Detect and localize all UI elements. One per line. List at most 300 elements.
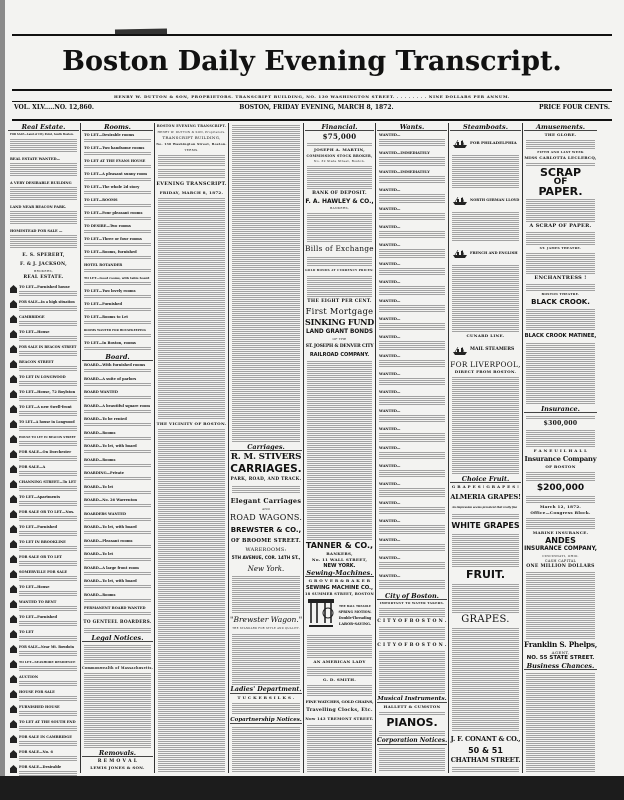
ad-lead: PERMANENT BOARD WANTED <box>84 606 146 610</box>
classified-ad <box>10 390 77 403</box>
classified-ad <box>379 280 445 296</box>
ad-body <box>19 450 77 461</box>
tbankers: BANKERS, <box>326 551 353 556</box>
ad-text <box>84 281 151 285</box>
ad-text <box>84 382 151 387</box>
volume-number: VOL. XLV.....NO. 12,860. <box>14 104 94 111</box>
grapes: GRAPES. <box>461 614 510 625</box>
article-text <box>232 702 300 715</box>
office: Office—Congress Block. <box>530 510 591 515</box>
ad-text <box>19 440 77 446</box>
steamship-ad-heading <box>452 133 519 152</box>
amount: $75,000 <box>322 132 357 141</box>
ofthe: OF THE <box>332 337 347 341</box>
ad-lead: FOR SALE—On Dorchester <box>19 450 72 454</box>
article-text <box>526 429 595 447</box>
article-text <box>232 485 300 494</box>
ad-text <box>84 333 151 337</box>
ad-body <box>19 765 77 776</box>
ad-body <box>19 645 77 656</box>
ad-text <box>379 451 445 460</box>
ad-lead: HOUSE TO LET IN BEACON STREET <box>19 435 76 439</box>
article-text <box>158 168 225 178</box>
classified-ad <box>84 606 151 618</box>
classified-ad <box>84 363 151 375</box>
ad-body <box>10 229 77 249</box>
ad-lead: BOARDERS WANTED <box>84 511 126 516</box>
column-6 <box>377 123 447 773</box>
article-text <box>526 283 595 291</box>
article-text <box>526 471 595 481</box>
ad-lead: TO LET AT THE EVANS HOUSE <box>84 159 146 163</box>
ad-text <box>19 665 77 671</box>
ad-body <box>19 630 77 641</box>
house-icon <box>10 390 17 398</box>
classified-ad <box>379 170 445 186</box>
classified-ad <box>84 237 151 248</box>
ad-lead: BOARD—A beautiful square room <box>84 403 150 408</box>
classified-ad <box>84 198 151 209</box>
classified-ad <box>379 299 445 315</box>
ad-body <box>19 285 77 296</box>
ad-text <box>84 409 151 414</box>
classified-ad <box>84 224 151 235</box>
ad-text <box>379 487 445 496</box>
ad-lead: BOARD—To let, with board <box>84 579 137 583</box>
column-1 <box>8 123 79 773</box>
cunard: CUNARD LINE. <box>466 333 505 338</box>
classified-ad <box>10 181 77 203</box>
house-icon <box>10 285 17 293</box>
ad-text <box>379 506 445 515</box>
ad-lead: WANTED— <box>379 537 401 542</box>
ad-lead: TO DESIRE—Two rooms <box>84 224 131 228</box>
ny: New York. <box>247 565 285 573</box>
ad-lead: FURNISHED HOUSE <box>19 705 60 709</box>
house-icon <box>10 315 17 323</box>
classified-ad <box>379 188 445 204</box>
classified-ad <box>10 300 77 313</box>
article-text <box>526 308 595 330</box>
classified-ad <box>84 159 151 170</box>
classified-ad <box>379 464 445 480</box>
ad-lead: TO LET—SEASHORE RESIDENCE <box>19 660 76 664</box>
classified-ad <box>379 482 445 498</box>
ad-text <box>84 368 151 373</box>
wall: No. 11 WALL STREET, <box>311 557 368 562</box>
corporation-notices-header: Corporation Notices. <box>377 736 448 744</box>
ad-body <box>84 315 151 324</box>
classified-ad <box>379 501 445 517</box>
ad-body <box>84 363 151 373</box>
house-icon <box>10 345 17 353</box>
article-text <box>526 495 595 503</box>
article-text <box>158 154 225 166</box>
classified-ad <box>84 211 151 222</box>
ad-text <box>19 575 77 581</box>
article-text <box>307 684 372 696</box>
classified-ad <box>84 485 151 497</box>
ad-text <box>379 230 445 239</box>
ad-body <box>19 540 77 551</box>
masthead-rule <box>12 89 612 91</box>
classified-ad <box>10 315 77 328</box>
ad-lead: BOARD—To let, with board <box>84 444 137 448</box>
ad-text <box>84 422 151 427</box>
ad-text <box>379 469 445 478</box>
article-text <box>452 627 519 731</box>
clocks: Travelling Clocks, Etc. <box>306 708 373 713</box>
ad-text <box>84 242 151 246</box>
ad-text <box>19 620 77 626</box>
copartnership-header: Copartnership Notices. <box>230 717 302 723</box>
ad-lead: TO LET—Two handsome rooms <box>84 146 145 150</box>
classified-ad <box>10 660 77 673</box>
ad-text <box>84 490 151 495</box>
classified-ad <box>10 690 77 703</box>
house-icon <box>10 495 17 503</box>
columns-top-rule <box>12 119 612 121</box>
ad-lead: FOR SALE—Desirable <box>19 765 62 769</box>
ad-lead: TO LET—House <box>19 585 50 589</box>
ad-body <box>379 538 445 552</box>
leclercq: MISS CARLOTTA LECLERCQ, <box>524 155 597 160</box>
ad-body <box>379 262 445 276</box>
house-icon <box>10 720 17 728</box>
ad-text <box>19 365 77 371</box>
proprietors: HENRY W. DUTTON & SON, Proprietors. <box>157 130 226 134</box>
lloyd: NORTH GERMAN LLOYD <box>470 197 520 202</box>
ad-lead: WANTED— <box>379 298 401 303</box>
standard: THE STANDARD FOR STYLE AND QUALITY. <box>232 627 300 630</box>
ad-text <box>19 650 77 656</box>
ad-body <box>19 750 77 761</box>
classified-ad <box>10 645 77 658</box>
brewster: BREWSTER & CO., <box>230 526 302 534</box>
ad-body <box>379 556 445 570</box>
scrap: SCRAP <box>539 166 582 179</box>
ad-lead: BOARD—With furnished rooms <box>84 363 146 367</box>
legal-notices-header: Legal Notices. <box>82 634 153 642</box>
house-icon <box>10 630 17 638</box>
double: Double-Threading <box>338 616 372 620</box>
classified-ad <box>379 243 445 259</box>
house-icon <box>10 360 17 368</box>
ad-body <box>19 300 77 311</box>
direct: DIRECT FROM BOSTON. <box>454 369 517 374</box>
ad-lead: HOUSE FOR SALE <box>19 690 55 694</box>
classified-ad <box>10 480 77 493</box>
ad-lead: CHANNING STREET—To LET <box>19 480 77 484</box>
ad-lead: WANTED— <box>379 280 401 285</box>
classified-ad <box>84 498 151 510</box>
article-text <box>232 633 300 685</box>
classified-ad <box>10 735 77 748</box>
ad-body <box>379 519 445 533</box>
amount1: $300,000 <box>543 420 578 427</box>
ad-body <box>84 579 151 589</box>
smith: G. D. SMITH. <box>322 677 357 682</box>
ofboston: OF BOSTON <box>545 464 576 469</box>
date: BOSTON, FRIDAY EVENING, MARCH 8, 1872. <box>239 104 394 111</box>
park: PARK, ROAD, AND TRACK. <box>230 477 302 482</box>
ad-lead: WANTED— <box>379 316 401 321</box>
house-icon <box>10 525 17 533</box>
stivers: R. M. STIVERS <box>230 452 302 462</box>
gold: GOLD BONDS AT CURRENCY PRICES: <box>305 268 374 272</box>
spring: SPRING MOTION. <box>338 610 372 614</box>
agent: AGENT, <box>551 650 570 655</box>
ad-body <box>19 345 77 356</box>
ad-body <box>84 198 151 207</box>
ad-lead: BOARDING—Private <box>84 471 125 475</box>
article-text <box>452 766 519 772</box>
ad-lead: AUCTION <box>19 675 39 679</box>
ad-text <box>19 350 77 356</box>
avenue: 5TH AVENUE, COR. 14TH ST., <box>231 556 301 561</box>
ad-body <box>19 315 77 326</box>
ad-lead: ROOMS WANTED FOR HOUSEKEEPING <box>84 328 146 332</box>
ad-body <box>84 276 151 285</box>
classified-ad <box>10 720 77 733</box>
ad-lead: BOARD—A large front room <box>84 565 139 570</box>
classified-ad <box>379 446 445 462</box>
sewing-machine-icon <box>307 598 335 632</box>
ad-text <box>19 290 77 296</box>
elegant: Elegant Carriages <box>230 497 302 505</box>
city2: C I T Y O F B O S T O N . <box>377 642 447 648</box>
ad-body <box>84 341 151 350</box>
classified-ad <box>10 435 77 448</box>
classified-ad <box>10 450 77 463</box>
ad-text <box>84 544 151 549</box>
ad-body <box>84 606 151 616</box>
classified-ad <box>379 354 445 370</box>
article-text <box>452 583 519 613</box>
ad-lead: TO LET—House <box>19 330 50 334</box>
ad-lead: SOMERVILLE FOR SALE <box>19 570 68 574</box>
column-2 <box>82 123 153 773</box>
column-7 <box>450 123 521 773</box>
column-3 <box>156 123 227 773</box>
ad-body <box>379 446 445 460</box>
ad-text <box>379 212 445 221</box>
classified-ad <box>84 417 151 429</box>
ad-body <box>379 225 445 239</box>
8: REAL ESTATE. <box>23 275 64 280</box>
phila: FOR PHILADELPHIA <box>470 139 517 145</box>
ad-text <box>19 305 77 311</box>
house-icon <box>10 675 17 683</box>
classified-ad <box>84 377 151 389</box>
ad-text <box>19 530 77 536</box>
eight: THE EIGHT PER CENT. <box>307 299 372 304</box>
ad-body <box>19 555 77 566</box>
article-text <box>307 275 372 297</box>
ad-text <box>84 255 151 259</box>
ad-text <box>84 307 151 311</box>
ad-body <box>19 705 77 716</box>
classified-ad <box>10 615 77 628</box>
ad-body <box>379 243 445 257</box>
classified-ad <box>84 185 151 196</box>
board-header: Board. <box>82 353 153 361</box>
ad-text <box>379 138 445 147</box>
classified-ad <box>84 404 151 416</box>
column-header: Carriages. <box>230 443 302 451</box>
hallett: HALLETT & CUMSTON <box>383 703 441 709</box>
house-icon <box>10 435 17 443</box>
cash: CASH CAPITAL <box>544 559 577 563</box>
choice-fruit-header: Choice Fruit. <box>450 475 521 483</box>
ad-body <box>19 660 77 671</box>
ad-text <box>19 485 77 491</box>
ad-body <box>84 211 151 220</box>
classified-ad <box>84 328 151 339</box>
ad-text <box>19 545 77 551</box>
article-text <box>232 575 300 613</box>
ad-text <box>19 605 77 611</box>
ad-text <box>84 557 151 562</box>
ad-lead: WANTED— <box>379 464 401 469</box>
classified-ad <box>84 315 151 326</box>
ad-body <box>19 510 77 521</box>
ad-text <box>10 210 77 225</box>
steamship-icon <box>452 243 468 262</box>
ad-text <box>19 770 77 776</box>
matinee: BLACK CROOK MATINEE, <box>524 333 597 339</box>
lewis: LEWIS JONES & SON. <box>90 765 145 771</box>
warerooms: WAREROOMS: <box>245 547 287 553</box>
article-text <box>379 626 445 641</box>
globe: THE GLOBE. <box>544 132 577 137</box>
broome: OF BROOME STREET. <box>231 538 301 544</box>
ad-lead: WANTED— <box>379 372 401 377</box>
article-text <box>379 650 445 694</box>
ad-body <box>10 181 77 201</box>
ad-text <box>84 177 151 181</box>
classified-ad <box>84 146 151 157</box>
ad-lead: WANTED—IMMEDIATELY <box>379 169 430 174</box>
house-icon <box>10 750 17 758</box>
ad-body <box>19 435 77 446</box>
ad-lead: TO LET—Desirable rooms <box>84 133 135 137</box>
ad-body <box>84 512 151 522</box>
article-text <box>526 231 595 245</box>
classified-ad <box>10 765 77 778</box>
ad-text <box>84 584 151 589</box>
ad-text <box>19 335 77 341</box>
ad-lead: TO LET—Apartments <box>19 495 61 499</box>
ad-body <box>19 390 77 401</box>
sewing-machine-ad <box>307 598 372 632</box>
article-text <box>84 627 151 633</box>
amount2: $200,000 <box>536 483 585 493</box>
ad-lead: WANTED— <box>379 555 401 560</box>
classified-ad <box>379 409 445 425</box>
sewing-features <box>338 603 372 627</box>
ad-text <box>19 470 77 476</box>
ladies-department-header: Ladies' Department. <box>230 686 302 693</box>
cincinnati: CINCINNATI, OHIO. <box>542 554 579 558</box>
phelps: Franklin S. Phelps, <box>524 640 598 649</box>
ad-text <box>84 530 151 535</box>
classified-ad <box>10 465 77 478</box>
classified-ad <box>379 519 445 535</box>
ad-lead: TO LET—Three or four rooms <box>84 237 142 241</box>
house-icon <box>10 330 17 338</box>
ad-text <box>84 436 151 441</box>
ad-lead: A VERY DESIRABLE BUILDING <box>10 181 72 185</box>
state: No. 32 State Street, Boston. <box>313 159 366 163</box>
ad-lead: TO LET—The whole 2d story <box>84 185 140 189</box>
ad-body <box>379 574 445 588</box>
company: SEWING MACHINE CO., <box>305 585 374 591</box>
ad-lead: FOR SALE IN BEACON STREET <box>19 345 77 349</box>
classified-ad <box>84 263 151 274</box>
house-icon <box>10 765 17 773</box>
lady: AN AMERICAN LADY <box>313 659 366 664</box>
classified-ad <box>84 444 151 456</box>
ad-text <box>379 543 445 552</box>
ad-lead: TO LET—Four pleasant rooms <box>84 211 143 215</box>
paper: PAPER. <box>538 185 583 198</box>
article-text <box>232 124 300 442</box>
article-text <box>379 607 445 617</box>
ad-lead: BOARD—Rooms <box>84 592 116 597</box>
ad-body <box>379 501 445 515</box>
ad-lead: WANTED— <box>379 390 401 395</box>
marine: MARINE INSURANCE. <box>532 530 589 535</box>
ad-lead: WANTED— <box>379 408 401 413</box>
ad-body <box>19 675 77 686</box>
classified-ad <box>84 552 151 564</box>
ad-body <box>19 465 77 476</box>
ad-body <box>84 172 151 181</box>
classified-ad <box>379 207 445 223</box>
article-text <box>379 747 445 772</box>
ad-lead: TO LET—Furnished <box>19 525 57 529</box>
crook: BLACK CROOK. <box>531 298 590 306</box>
classified-ad <box>10 585 77 598</box>
almeria: ALMERIA GRAPES! <box>450 493 521 501</box>
house-icon <box>10 615 17 623</box>
ad-body <box>84 224 151 233</box>
summer: 18 SUMMER STREET, BOSTON <box>305 592 374 596</box>
ad-body <box>379 280 445 294</box>
numbers: 50 & 51 <box>468 746 503 755</box>
house-icon <box>10 705 17 713</box>
ad-body <box>84 250 151 259</box>
ad-body <box>19 690 77 701</box>
classified-ad <box>84 566 151 578</box>
ad-lead: WANTED— <box>379 445 401 450</box>
ad-text <box>10 162 77 177</box>
article-text <box>526 571 595 639</box>
ad-text <box>10 138 77 153</box>
classified-ad <box>10 405 77 418</box>
ad-body <box>19 360 77 371</box>
ad-body <box>379 390 445 404</box>
classified-ad <box>379 262 445 278</box>
house-icon <box>10 465 17 473</box>
ad-lead: FOR SALE IN CAMBRIDGE <box>19 735 72 739</box>
classified-ad <box>10 285 77 298</box>
important: IMPORTANT TO WATER TAKERS. <box>379 600 445 605</box>
column-rule <box>522 123 523 773</box>
ad-body <box>19 405 77 416</box>
house-icon <box>10 660 17 668</box>
